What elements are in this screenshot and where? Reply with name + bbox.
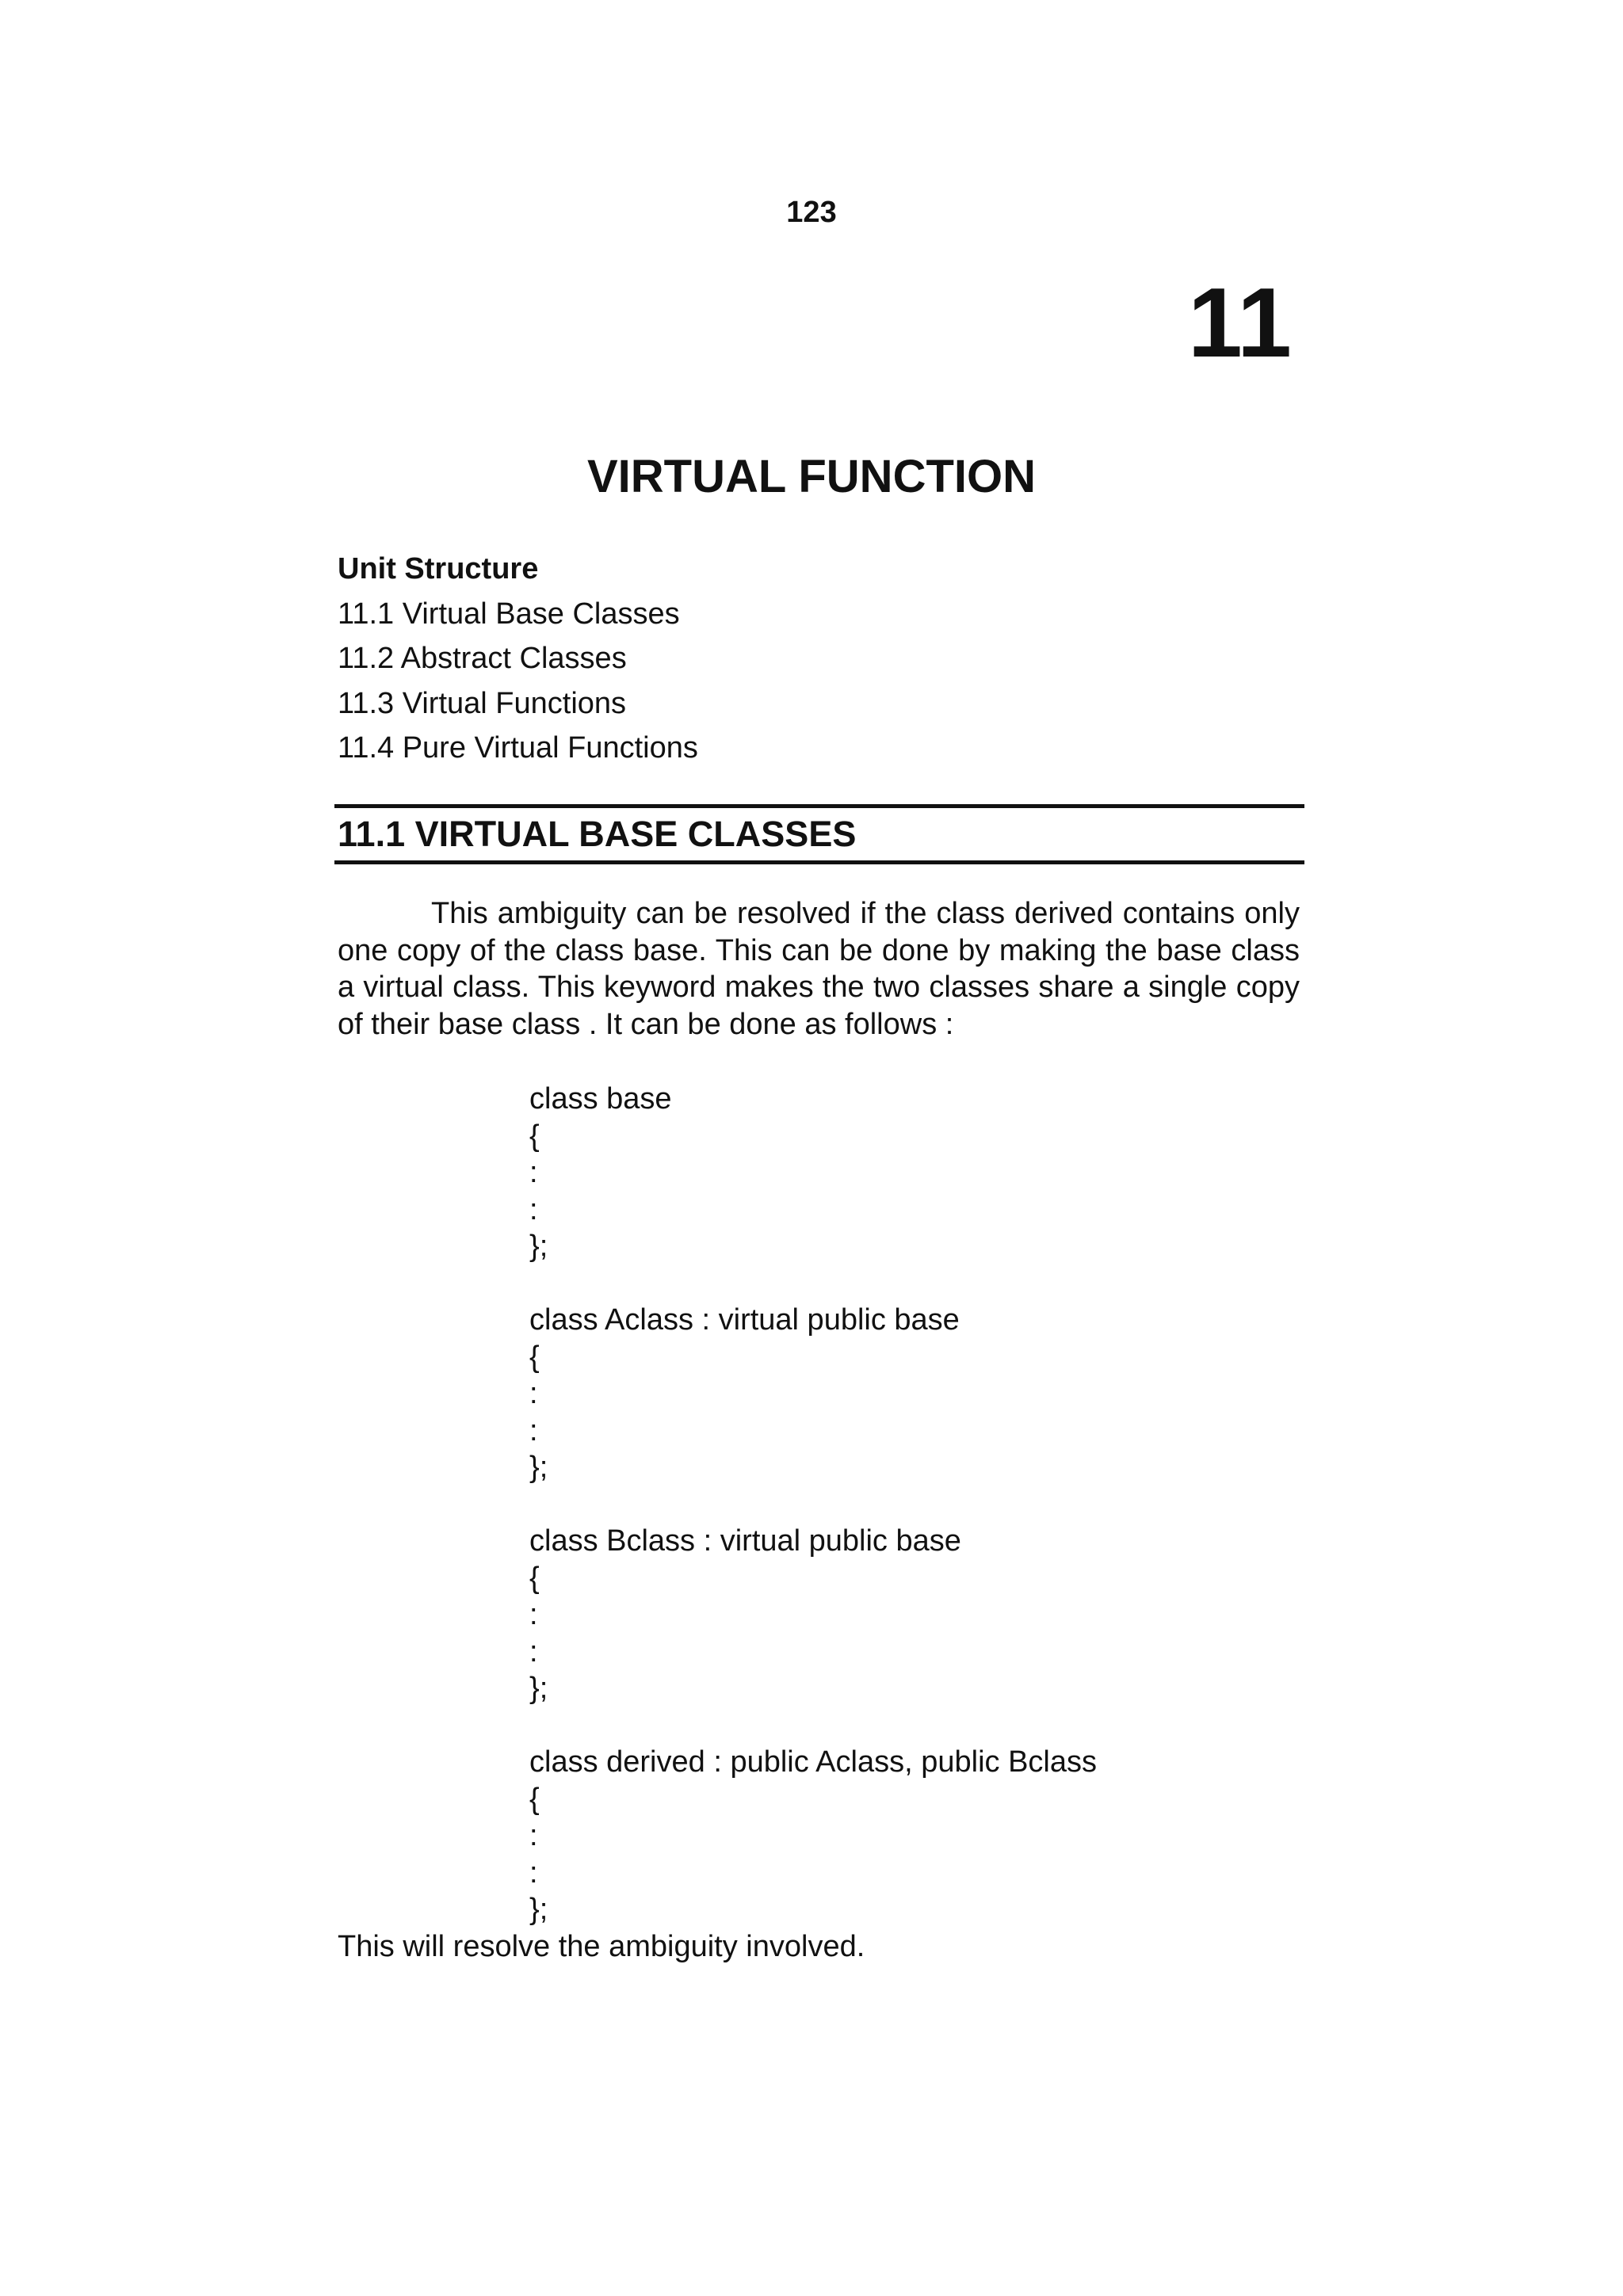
section-title: 11.1 VIRTUAL BASE CLASSES xyxy=(338,814,857,854)
code-line: : xyxy=(529,1855,538,1890)
closing-text: This will resolve the ambiguity involved. xyxy=(338,1930,865,1963)
chapter-number: 11 xyxy=(1187,269,1292,378)
code-line xyxy=(529,1707,1097,1745)
code-line: class Aclass : virtual public base xyxy=(529,1303,960,1337)
body-paragraph: This ambiguity can be resolved if the class derived contains only one copy of the class base. This can be done by making the base class a virtual class. This keyword makes the two classes share a single copy of their base class . It can be done as follows : xyxy=(338,897,1300,1041)
code-line: { xyxy=(529,1782,540,1816)
code-line: : xyxy=(529,1819,538,1852)
code-line: class base xyxy=(529,1082,672,1116)
code-line: : xyxy=(529,1377,538,1410)
unit-structure-item: 11.3 Virtual Functions xyxy=(338,686,627,720)
code-line: }; xyxy=(529,1230,548,1263)
code-line: { xyxy=(529,1119,540,1153)
code-line: }; xyxy=(529,1893,548,1926)
code-line xyxy=(529,1265,1097,1302)
unit-structure-item: 11.1 Virtual Base Classes xyxy=(338,597,680,631)
code-line xyxy=(529,1486,1097,1524)
unit-structure-item: 11.4 Pure Virtual Functions xyxy=(338,731,698,765)
code-line: : xyxy=(529,1413,538,1447)
code-line: : xyxy=(529,1192,538,1226)
code-block xyxy=(529,1081,1097,1928)
code-line: : xyxy=(529,1156,538,1189)
page-number: 123 xyxy=(786,196,837,229)
section-header xyxy=(334,804,1304,864)
code-line: { xyxy=(529,1561,540,1595)
code-line: class derived : public Aclass, public Bclass xyxy=(529,1745,1097,1779)
code-line: : xyxy=(529,1634,538,1669)
code-line: class Bclass : virtual public base xyxy=(529,1524,961,1558)
chapter-title: VIRTUAL FUNCTION xyxy=(586,451,1036,502)
unit-structure xyxy=(338,547,698,771)
code-line: }; xyxy=(529,1672,548,1705)
code-line: : xyxy=(529,1598,538,1631)
code-line: { xyxy=(529,1340,540,1374)
unit-structure-heading: Unit Structure xyxy=(338,552,539,585)
code-line: }; xyxy=(529,1451,548,1484)
unit-structure-item: 11.2 Abstract Classes xyxy=(338,642,627,675)
